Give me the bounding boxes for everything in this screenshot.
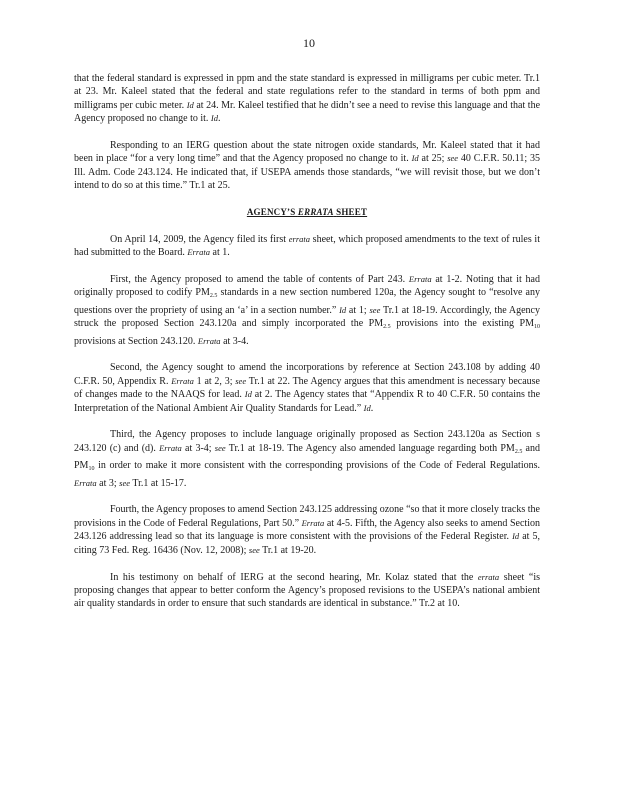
paragraph-p7 xyxy=(74,571,540,611)
italic-citation: Id xyxy=(244,389,252,400)
subscript: 2.5 xyxy=(514,448,523,455)
italic-citation: Id xyxy=(186,99,194,110)
italic-citation: Id xyxy=(512,531,520,542)
text-run: sheet, which proposed amendments to the text of rules it had submitted to the Board. xyxy=(74,233,540,259)
text-run: provisions into the existing PM xyxy=(390,318,534,330)
subscript: 10 xyxy=(88,466,95,473)
italic-citation: Errata xyxy=(197,335,221,346)
italic-citation: see xyxy=(447,153,459,164)
text-run: at 24. Mr. Kaleel testified that he didn’t see a need to revise this language and that the Agency proposed no change to it. xyxy=(74,99,541,125)
italic-citation: Id xyxy=(363,402,371,413)
paragraph-p3 xyxy=(74,273,540,348)
italic-citation: errata xyxy=(477,571,500,582)
paragraph-p5 xyxy=(74,428,540,490)
text-run: . xyxy=(370,402,374,414)
text-run: On April 14, 2009, the Agency filed its first xyxy=(110,233,289,245)
text-run: 40 C.F.R. 50.11; 35 Ill. Adm. Code 243.124. He indicated that, if USEPA amends those standards, “we will revisit those, but we don’t intend to do so at this time.” Tr.1 at 25. xyxy=(74,153,540,192)
text-run: Tr.1 at 15-17. xyxy=(130,477,187,489)
subscript: 2.5 xyxy=(209,293,218,300)
text-run: Tr.1 at 18-19. Accordingly, the Agency struck the proposed Section 243.120a and simply incorporated the PM xyxy=(74,304,540,330)
text-run: at 3-4; xyxy=(181,442,215,454)
text-run: at 1. xyxy=(210,247,230,259)
paragraph-p2 xyxy=(74,233,540,260)
italic-citation: see xyxy=(119,477,131,488)
text-run: in order to make it more consistent with the corresponding provisions of the Code of Federal Regulations. xyxy=(94,460,540,472)
section-heading xyxy=(74,206,540,219)
text-run: provisions at Section 243.120. xyxy=(74,335,198,347)
italic-citation: Id xyxy=(411,153,419,164)
text-run: Tr.1 at 19-20. xyxy=(259,544,317,556)
text-run: at 3; xyxy=(96,477,120,489)
subscript: 10 xyxy=(534,324,540,331)
italic-citation: Errata xyxy=(408,274,432,285)
italic-citation: see xyxy=(248,544,260,555)
italic-citation: Errata xyxy=(74,477,97,488)
heading-sheet: SHEET xyxy=(336,207,368,218)
italic-citation: Errata xyxy=(171,375,194,386)
paragraph-p0 xyxy=(74,72,540,126)
paragraph-p4 xyxy=(74,361,540,415)
italic-citation: Id xyxy=(210,113,219,124)
text-run: Tr.1 at 18-19. The Agency also amended language regarding both PM xyxy=(225,442,515,454)
text-run: First, the Agency proposed to amend the table of contents of Part 243. xyxy=(110,274,409,286)
text-run: 1 at 2, 3; xyxy=(193,375,236,387)
italic-citation: Id xyxy=(339,304,347,315)
text-run: at 2. The Agency states that “Appendix R to 40 C.F.R. 50 contains the Interpretation of the National Ambient Air Quality Standards for Lead.” xyxy=(74,389,541,414)
text-run: Responding to an IERG question about the state nitrogen oxide standards, Mr. Kaleel stated that it had been in place “for a very long time” and that the Agency proposed no change to it. xyxy=(74,140,540,165)
italic-citation: errata xyxy=(288,233,310,244)
italic-citation: see xyxy=(235,375,247,386)
text-run: at 4-5. Fifth, the Agency also seeks to amend Section 243.126 addressing lead so that its language is more consistent with the provisions of the Federal Register. xyxy=(74,517,540,543)
text-run: Fourth, the Agency proposes to amend Section 243.125 addressing ozone “so that it more closely tracks the provisions in the Code of Federal Regulations, Part 50.” xyxy=(74,504,540,529)
text-run: Third, the Agency proposes to include language originally proposed as Section 243.120a as Section s 243.120 (c) and (d). xyxy=(74,429,540,454)
italic-citation: Errata xyxy=(187,247,210,258)
text-run: at 1-2. Noting that it had originally proposed to codify PM xyxy=(74,274,540,299)
italic-citation: see xyxy=(214,442,226,453)
paragraph-p6 xyxy=(74,503,540,557)
italic-citation: Errata xyxy=(159,442,182,453)
text-run: at 3-4. xyxy=(220,335,249,347)
italic-citation: see xyxy=(369,304,381,315)
text-run: Tr.1 at 22. The Agency argues that this amendment is necessary because of changes made to the NAAQS for lead. xyxy=(74,375,540,401)
italic-citation: Errata xyxy=(301,517,325,528)
text-run: that the federal standard is expressed in ppm and the state standard is expressed in milligrams per cubic meter. Tr.1 at 23. Mr. Kaleel stated that the federal and state regulations refer to the standard in terms of both ppm and milligrams per cubic meter. xyxy=(74,73,540,111)
text-run: In his testimony on behalf of IERG at the second hearing, Mr. Kolaz stated that the xyxy=(110,571,478,583)
page-number: 10 xyxy=(303,36,315,50)
text-run: . xyxy=(218,113,221,125)
text-run: and PM xyxy=(74,442,540,472)
text-run: standards in a new section numbered 120a, the Agency sought to “resolve any questions over the propriety of using an ‘a’ in a section number.” xyxy=(74,287,540,316)
paragraph-p1 xyxy=(74,139,540,193)
text-run: at 25; xyxy=(418,153,448,165)
subscript: 2.5 xyxy=(383,324,391,331)
heading-errata: ERRATA xyxy=(297,207,334,218)
text-run: sheet “is proposing changes that appear to better conform the Agency’s proposed revisions to the USEPA’s national ambient air quality standards in order to ensure that such standards are identical in substance.” Tr.2 at 10. xyxy=(74,571,540,610)
text-run: at 5, citing 73 Fed. Reg. 16436 (Nov. 12, 2008); xyxy=(74,531,540,556)
document-body xyxy=(74,72,540,624)
text-run: Second, the Agency sought to amend the incorporations by reference at Section 243.108 by adding 40 C.F.R. 50, Appendix R. xyxy=(74,362,540,387)
text-run: at 1; xyxy=(346,304,370,316)
heading-agencys: AGENCY’S xyxy=(246,207,296,218)
